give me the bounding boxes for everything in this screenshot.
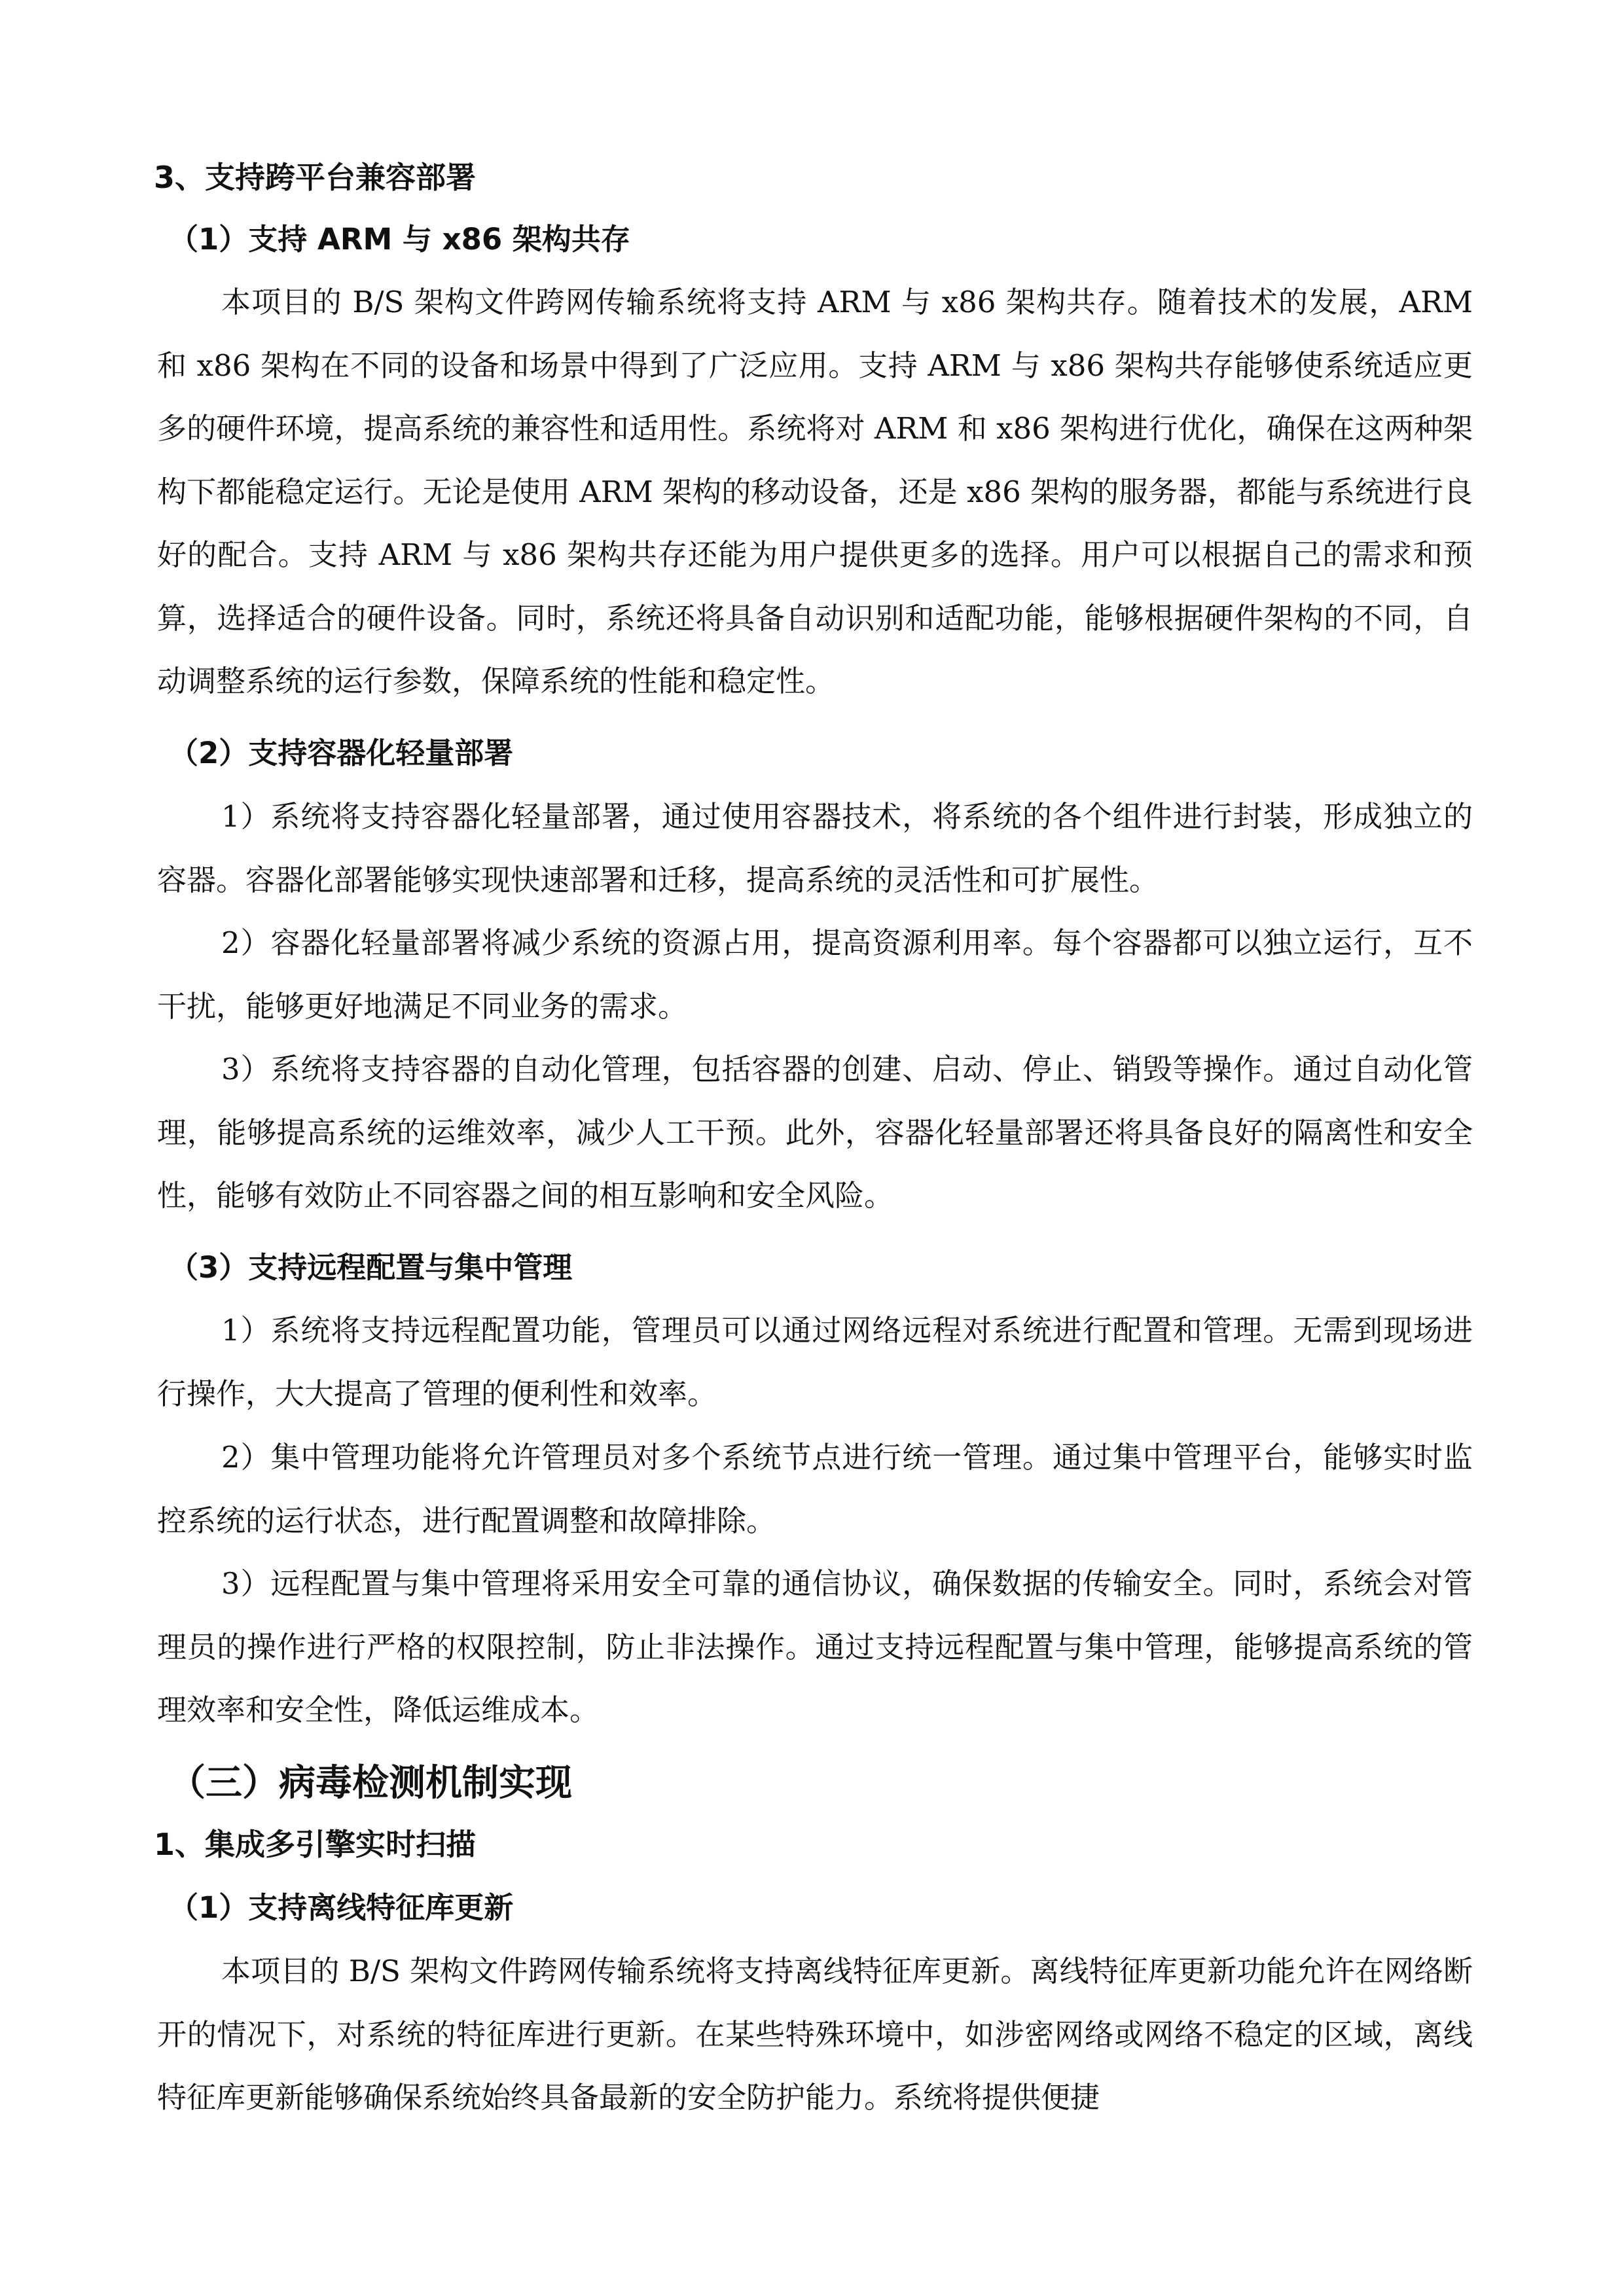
heading-1-1-offline-update: （1）支持离线特征库更新 — [169, 1890, 514, 1925]
heading-1-multi-engine: 1、集成多引擎实时扫描 — [154, 1827, 477, 1862]
paragraph-container-2: 2）容器化轻量部署将减少系统的资源占用，提高资源利用率。每个容器都可以独立运行，互不干扰，能够更好地满足不同业务的需求。 — [157, 925, 1473, 1024]
paragraph-offline-update: 本项目的 B/S 架构文件跨网传输系统将支持离线特征库更新。离线特征库更新功能允许在网络断开的情况下，对系统的特征库进行更新。在某些特殊环境中，如涉密网络或网络不稳定的区域，离线特征库更新能够确保系统始终具备最新的安全防护能力。系统将提供便捷 — [157, 1954, 1473, 2115]
heading-virus-detection: （三）病毒检测机制实现 — [169, 1762, 572, 1804]
paragraph-remote-2: 2）集中管理功能将允许管理员对多个系统节点进行统一管理。通过集中管理平台，能够实时监控系统的运行状态，进行配置调整和故障排除。 — [157, 1440, 1473, 1538]
paragraph-remote-3: 3）远程配置与集中管理将采用安全可靠的通信协议，确保数据的传输安全。同时，系统会对管理员的操作进行严格的权限控制，防止非法操作。通过支持远程配置与集中管理，能够提高系统的管理效率和安全性，降低运维成本。 — [157, 1566, 1473, 1727]
heading-3-3-remote-config: （3）支持远程配置与集中管理 — [169, 1250, 573, 1285]
paragraph-container-1: 1）系统将支持容器化轻量部署，通过使用容器技术，将系统的各个组件进行封装，形成独立的容器。容器化部署能够实现快速部署和迁移，提高系统的灵活性和可扩展性。 — [157, 799, 1473, 897]
heading-3-cross-platform: 3、支持跨平台兼容部署 — [154, 160, 477, 195]
heading-3-1-arm-x86: （1）支持 ARM 与 x86 架构共存 — [169, 222, 630, 257]
paragraph-remote-1: 1）系统将支持远程配置功能，管理员可以通过网络远程对系统进行配置和管理。无需到现场进行操作，大大提高了管理的便利性和效率。 — [157, 1313, 1473, 1411]
heading-3-2-container: （2）支持容器化轻量部署 — [169, 736, 514, 770]
paragraph-container-3: 3）系统将支持容器的自动化管理，包括容器的创建、启动、停止、销毁等操作。通过自动化管理，能够提高系统的运维效率，减少人工干预。此外，容器化轻量部署还将具备良好的隔离性和安全性，能够有效防止不同容器之间的相互影响和安全风险。 — [157, 1052, 1473, 1213]
paragraph-arm-x86: 本项目的 B/S 架构文件跨网传输系统将支持 ARM 与 x86 架构共存。随着技术的发展，ARM 和 x86 架构在不同的设备和场景中得到了广泛应用。支持 ARM 与 x86 架构共存能够使系统适应更多的硬件环境，提高系统的兼容性和适用性。系统将对 ARM 和 x86 架构进行优化，确保在这两种架构下都能稳定运行。无论是使用 ARM 架构的移动设备，还是 x86 架构的服务器，都能与系统进行良好的配合。支持 ARM 与 x86 架构共存还能为用户提供更多的选择。用户可以根据自己的需求和预算，选择适合的硬件设备。同时，系统还将具备自动识别和适配功能，能够根据硬件架构的不同，自动调整系统的运行参数，保障系统的性能和稳定性。 — [157, 285, 1473, 698]
